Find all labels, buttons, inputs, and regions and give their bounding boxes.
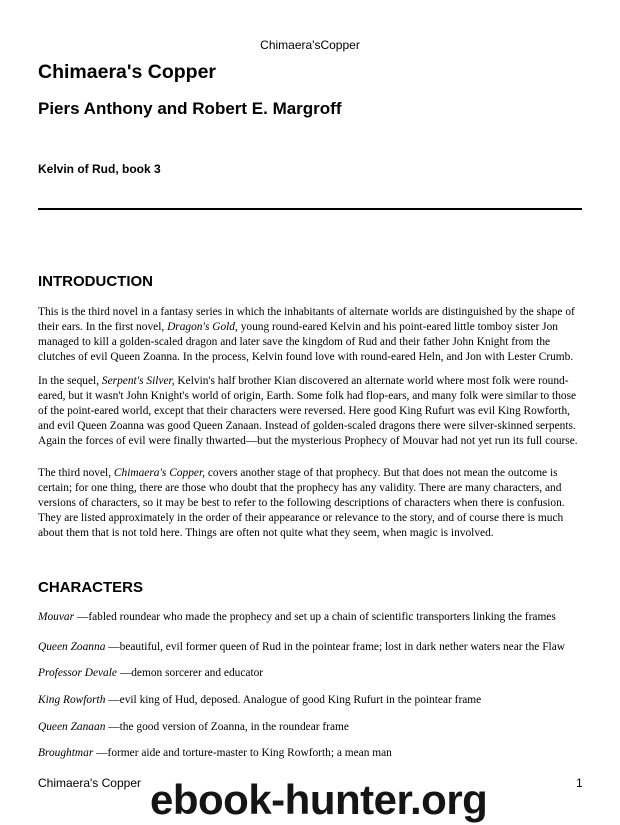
- character-name: Queen Zanaan: [38, 721, 106, 733]
- character-name: Professor Devale: [38, 667, 117, 679]
- character-description: —demon sorcerer and educator: [116, 667, 264, 679]
- intro-paragraph-1: This is the third novel in a fantasy series in which the inhabitants of alternate worlds are distinguished by the shape of their ears. In the first novel, Dragon's Gold, young round-eared Kelvin and his point-eared little tomboy sister Jon managed to kill a golden-scaled dragon and later save the kingdom of Rud and their father John Knight from the clutches of evil Queen Zoanna. In the process, Kelvin found love with round-eared Heln, and Jon with Lester Crumb.: [38, 306, 575, 363]
- introduction-heading: INTRODUCTION: [38, 273, 153, 290]
- intro-paragraph-2: In the sequel, Serpent's Silver, Kelvin's half brother Kian discovered an alternate world where most folk were round-eared, but it wasn't John Knight's world of origin, Earth. Some folk had flop-ears, and many folk were similar to those of the point-eared world, except that their characters were reversed. Here good King Rufurt was evil King Rowforth, and evil Queen Zoanna was good Queen Zanaan. Instead of golden-scaled dragons there were silver-skinned serpents. Again the forces of evil were finally thwarted—but the mysterious Prophecy of Mouvar had not yet run its full course.: [38, 375, 578, 447]
- book-title-reference: Chimaera's Copper,: [113, 467, 205, 479]
- character-description: —former aide and torture-master to King Rowforth; a mean man: [93, 747, 392, 759]
- character-name: Broughtmar: [38, 747, 94, 759]
- book-title: Chimaera's Copper: [38, 61, 217, 83]
- series-label: Kelvin of Rud, book 3: [38, 162, 161, 176]
- character-entry: [38, 610, 598, 625]
- character-name: King Rowforth: [38, 694, 106, 706]
- character-entry: [38, 693, 598, 708]
- watermark: ebook-hunter.org: [150, 776, 488, 823]
- page-number: 1: [576, 776, 583, 790]
- horizontal-rule: [38, 208, 582, 210]
- character-name: Queen Zoanna: [38, 641, 106, 653]
- character-description: —fabled roundear who made the prophecy and set up a chain of scientific transporters linking the frames: [74, 611, 556, 623]
- characters-heading: CHARACTERS: [38, 579, 143, 596]
- character-description: —the good version of Zoanna, in the roundear frame: [105, 721, 349, 733]
- character-entry: [38, 746, 598, 761]
- book-title-reference: Serpent's Silver,: [101, 375, 175, 387]
- intro-paragraph-3: The third novel, Chimaera's Copper, covers another stage of that prophecy. But that does not mean the outcome is certain; for one thing, there are those who doubt that the prophecy has any validity. There are many characters, and versions of characters, so it may be best to refer to the following descriptions of characters when there is confusion. They are listed approximately in the order of their appearance or relevance to the story, and of course there is much about them that is not told here. Things are often not quite what they seem, when magic is involved.: [38, 467, 565, 539]
- character-description: —evil king of Hud, deposed. Analogue of good King Rufurt in the pointear frame: [105, 694, 482, 706]
- character-description: —beautiful, evil former queen of Rud in the pointear frame; lost in dark nether waters near the Flaw: [105, 641, 565, 653]
- character-entry: [38, 666, 598, 681]
- character-entry: [38, 640, 598, 655]
- book-authors: Piers Anthony and Robert E. Margroff: [38, 99, 342, 118]
- book-title-reference: Dragon's Gold,: [167, 321, 238, 333]
- character-name: Mouvar: [38, 611, 75, 623]
- running-header: Chimaera'sCopper: [260, 38, 360, 52]
- character-entry: [38, 720, 598, 735]
- footer-title: Chimaera's Copper: [38, 776, 142, 790]
